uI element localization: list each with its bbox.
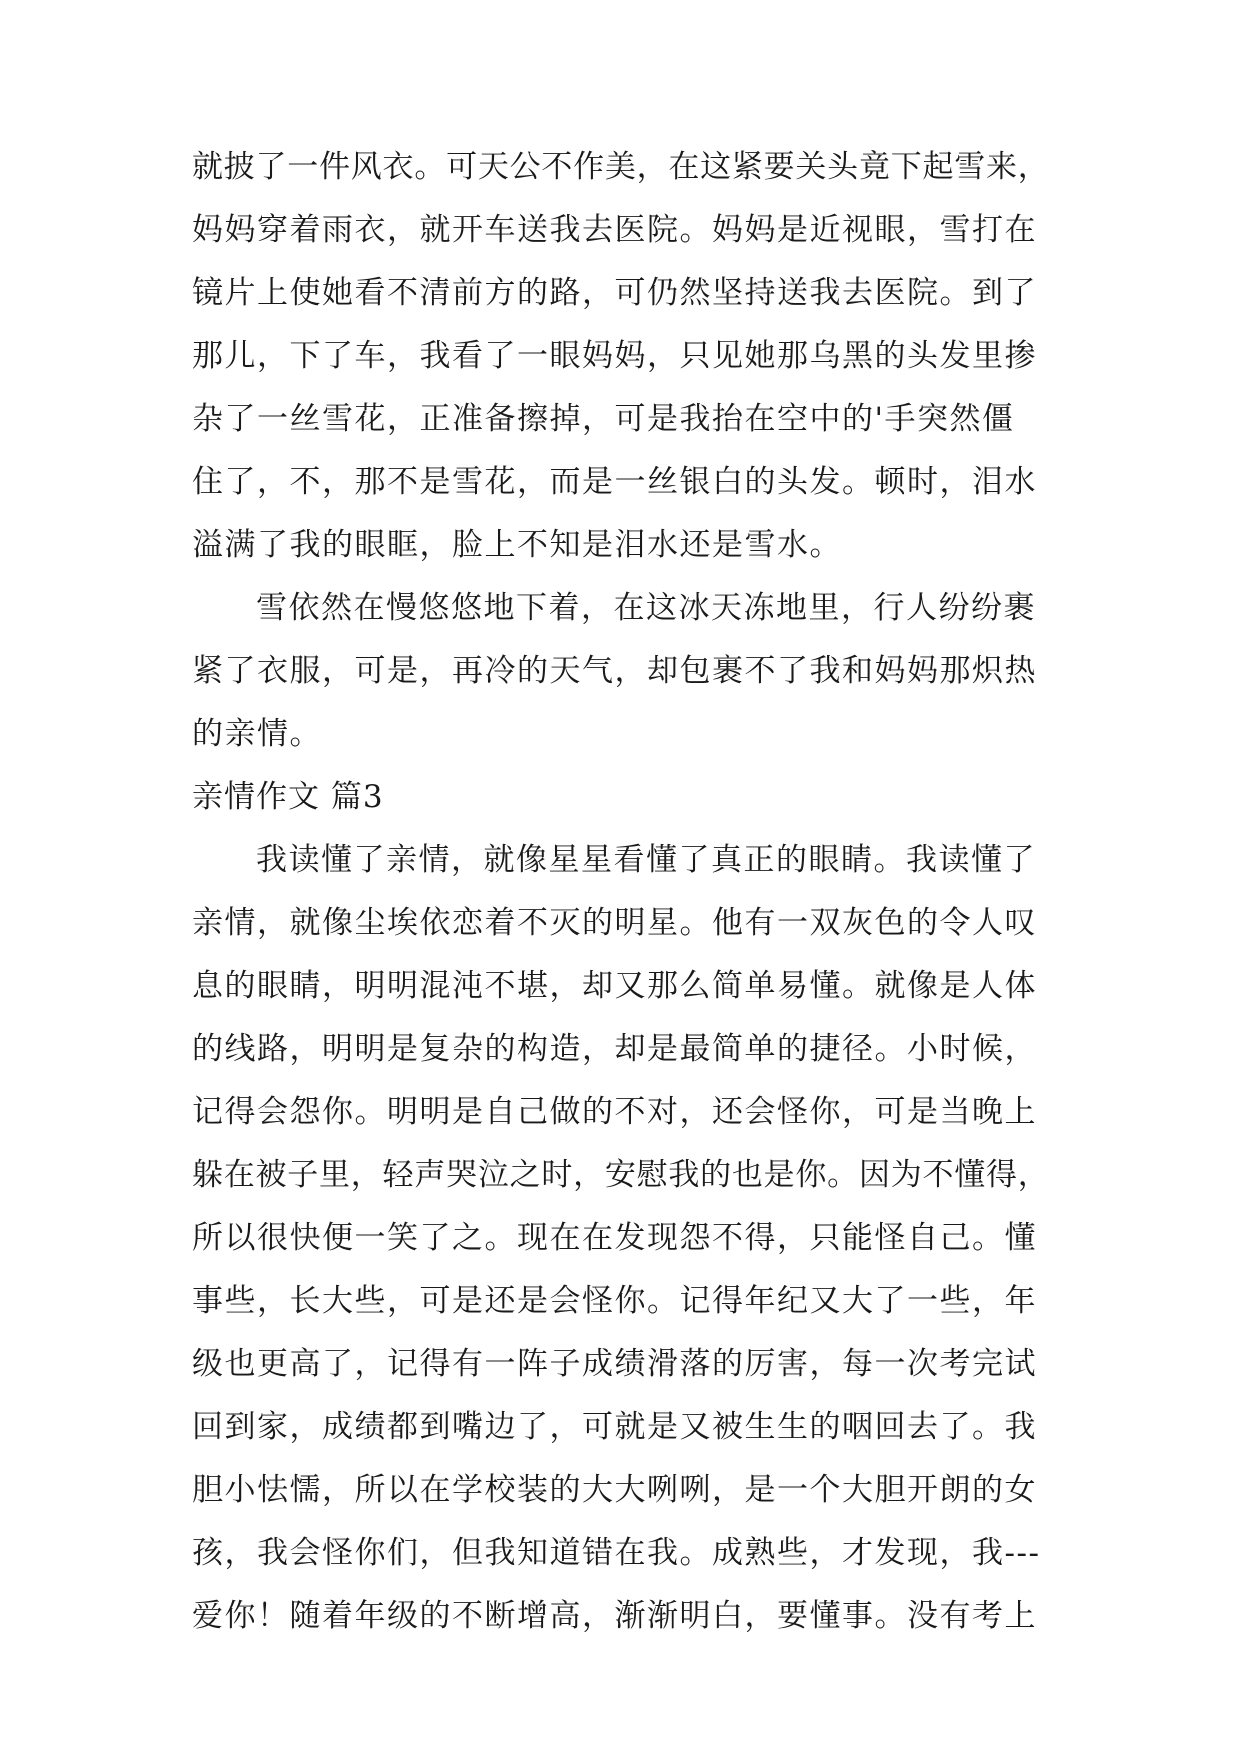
paragraph-3-line: 躲在被子里，轻声哭泣之时，安慰我的也是你。因为不懂得，: [192, 1157, 1050, 1193]
paragraph-1-line: 溢满了我的眼眶，脸上不知是泪水还是雪水。: [192, 527, 842, 563]
paragraph-3-line: 息的眼睛，明明混沌不堪，却又那么简单易懂。就像是人体: [192, 968, 1037, 1004]
paragraph-1-line: 就披了一件风衣。可天公不作美，在这紧要关头竟下起雪来，: [192, 149, 1050, 185]
section-heading: 亲情作文 篇3: [192, 779, 384, 815]
paragraph-3-line: 爱你！随着年级的不断增高，渐渐明白，要懂事。没有考上: [192, 1598, 1037, 1634]
paragraph-3-line: 我读懂了亲情，就像星星看懂了真正的眼睛。我读懂了: [256, 842, 1036, 878]
paragraph-3-line: 记得会怨你。明明是自己做的不对，还会怪你，可是当晚上: [192, 1094, 1037, 1130]
paragraph-3-line: 所以很快便一笑了之。现在在发现怨不得，只能怪自己。懂: [192, 1220, 1037, 1256]
paragraph-2-line: 的亲情。: [192, 716, 322, 752]
paragraph-3-line: 回到家，成绩都到嘴边了，可就是又被生生的咽回去了。我: [192, 1409, 1037, 1445]
paragraph-2-line: 紧了衣服，可是，再冷的天气，却包裹不了我和妈妈那炽热: [192, 653, 1037, 689]
paragraph-1-line: 住了，不，那不是雪花，而是一丝银白的头发。顿时，泪水: [192, 464, 1037, 500]
paragraph-3-line: 亲情，就像尘埃依恋着不灭的明星。他有一双灰色的令人叹: [192, 905, 1037, 941]
paragraph-1-line: 那儿，下了车，我看了一眼妈妈，只见她那乌黑的头发里掺: [192, 338, 1037, 374]
paragraph-3-line: 孩，我会怪你们，但我知道错在我。成熟些，才发现，我---: [192, 1535, 1041, 1571]
paragraph-3-line: 事些，长大些，可是还是会怪你。记得年纪又大了一些，年: [192, 1283, 1037, 1319]
paragraph-2-line: 雪依然在慢悠悠地下着，在这冰天冻地里，行人纷纷裹: [256, 590, 1036, 626]
paragraph-1-line: 镜片上使她看不清前方的路，可仍然坚持送我去医院。到了: [192, 275, 1037, 311]
paragraph-1-line: 妈妈穿着雨衣，就开车送我去医院。妈妈是近视眼，雪打在: [192, 212, 1037, 248]
paragraph-3-line: 胆小怯懦，所以在学校装的大大咧咧，是一个大胆开朗的女: [192, 1472, 1037, 1508]
paragraph-3-line: 级也更高了，记得有一阵子成绩滑落的厉害，每一次考完试: [192, 1346, 1037, 1382]
paragraph-1-line: 杂了一丝雪花，正准备擦掉，可是我抬在空中的'手突然僵: [192, 401, 1015, 437]
paragraph-3-line: 的线路，明明是复杂的构造，却是最简单的捷径。小时候，: [192, 1031, 1037, 1067]
